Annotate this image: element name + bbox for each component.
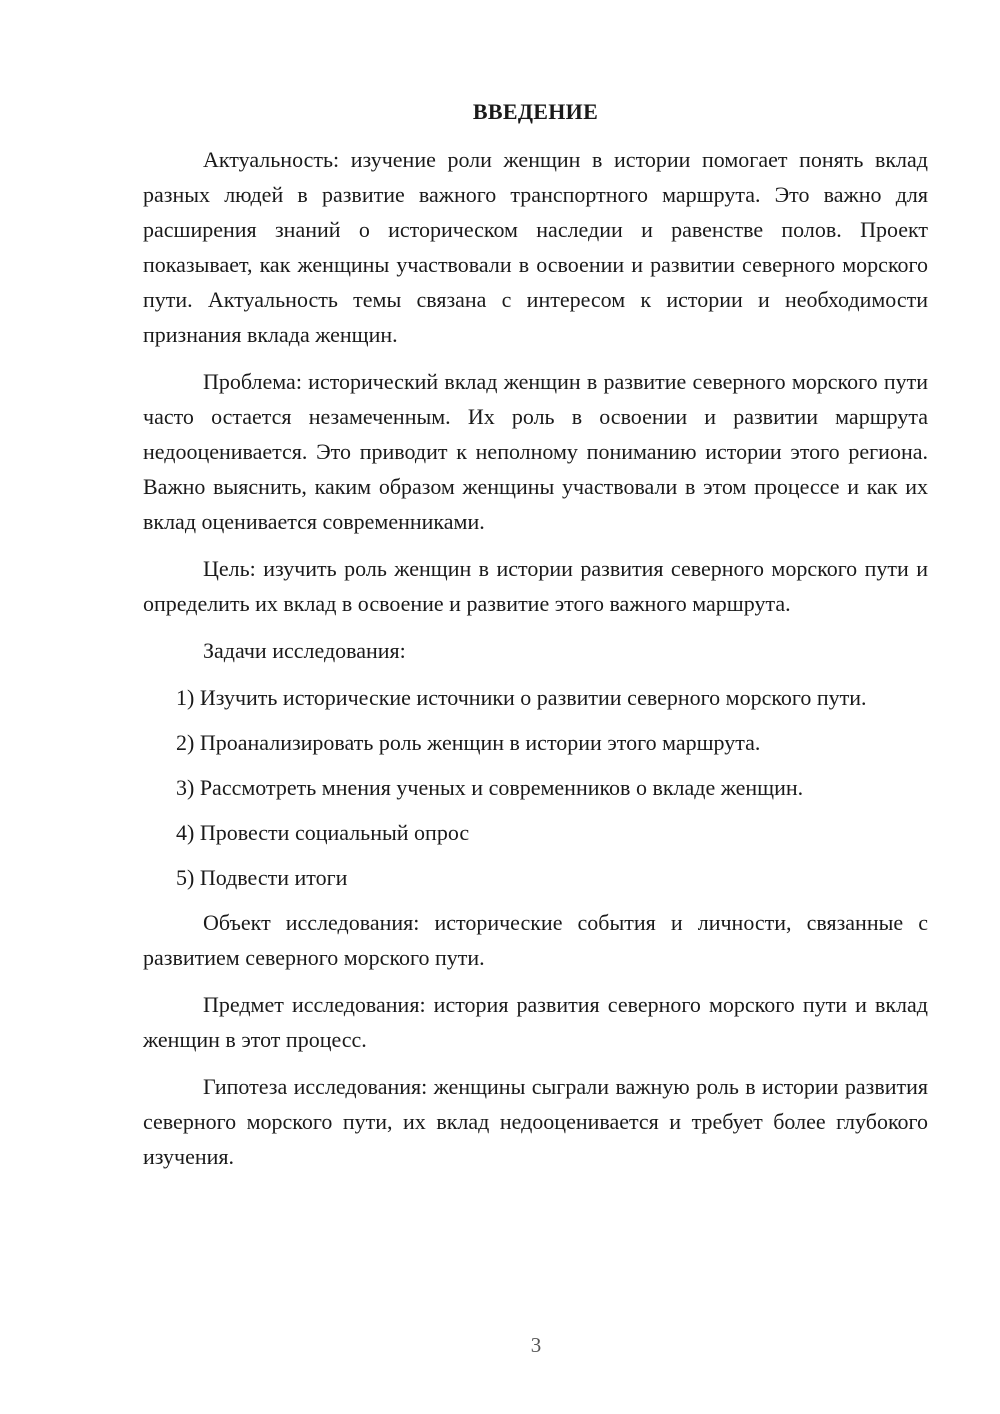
- task-item: 5) Подвести итоги: [176, 865, 348, 890]
- paragraph-relevance: Актуальность: изучение роли женщин в истории помогает понять вклад разных людей в развитие важного транспортного маршрута. Это важно для расширения знаний о историческом наследии и равенстве полов. Проект показывает, как женщины участвовали в освоении и развитии северного морского пути. Актуальность темы связана с интересом к истории и необходимости признания вклада женщин.: [143, 147, 928, 347]
- paragraph-goal: Цель: изучить роль женщин в истории развития северного морского пути и определить их вклад в освоение и развитие этого важного маршрута.: [143, 556, 928, 616]
- page-title: ВВЕДЕНИЕ: [472, 99, 599, 124]
- page-content: [143, 94, 928, 1186]
- task-item: 3) Рассмотреть мнения ученых и современников о вкладе женщин.: [176, 775, 804, 800]
- task-item: 2) Проанализировать роль женщин в истории этого маршрута.: [176, 730, 761, 755]
- page-number: 3: [530, 1333, 542, 1357]
- task-item: 1) Изучить исторические источники о развитии северного морского пути.: [176, 685, 867, 710]
- tasks-heading: Задачи исследования:: [203, 638, 406, 663]
- paragraph-object: Объект исследования: исторические события и личности, связанные с развитием северного морского пути.: [143, 910, 928, 970]
- paragraph-problem: Проблема: исторический вклад женщин в развитие северного морского пути часто остается незамеченным. Их роль в освоении и развитии маршрута недооценивается. Это приводит к неполному пониманию истории этого региона. Важно выяснить, каким образом женщины участвовали в этом процессе и как их вклад оценивается современниками.: [143, 369, 928, 534]
- paragraph-subject: Предмет исследования: история развития северного морского пути и вклад женщин в этот процесс.: [143, 992, 928, 1052]
- paragraph-hypothesis: Гипотеза исследования: женщины сыграли важную роль в истории развития северного морского пути, их вклад недооценивается и требует более глубокого изучения.: [143, 1074, 928, 1169]
- task-item: 4) Провести социальный опрос: [176, 820, 470, 845]
